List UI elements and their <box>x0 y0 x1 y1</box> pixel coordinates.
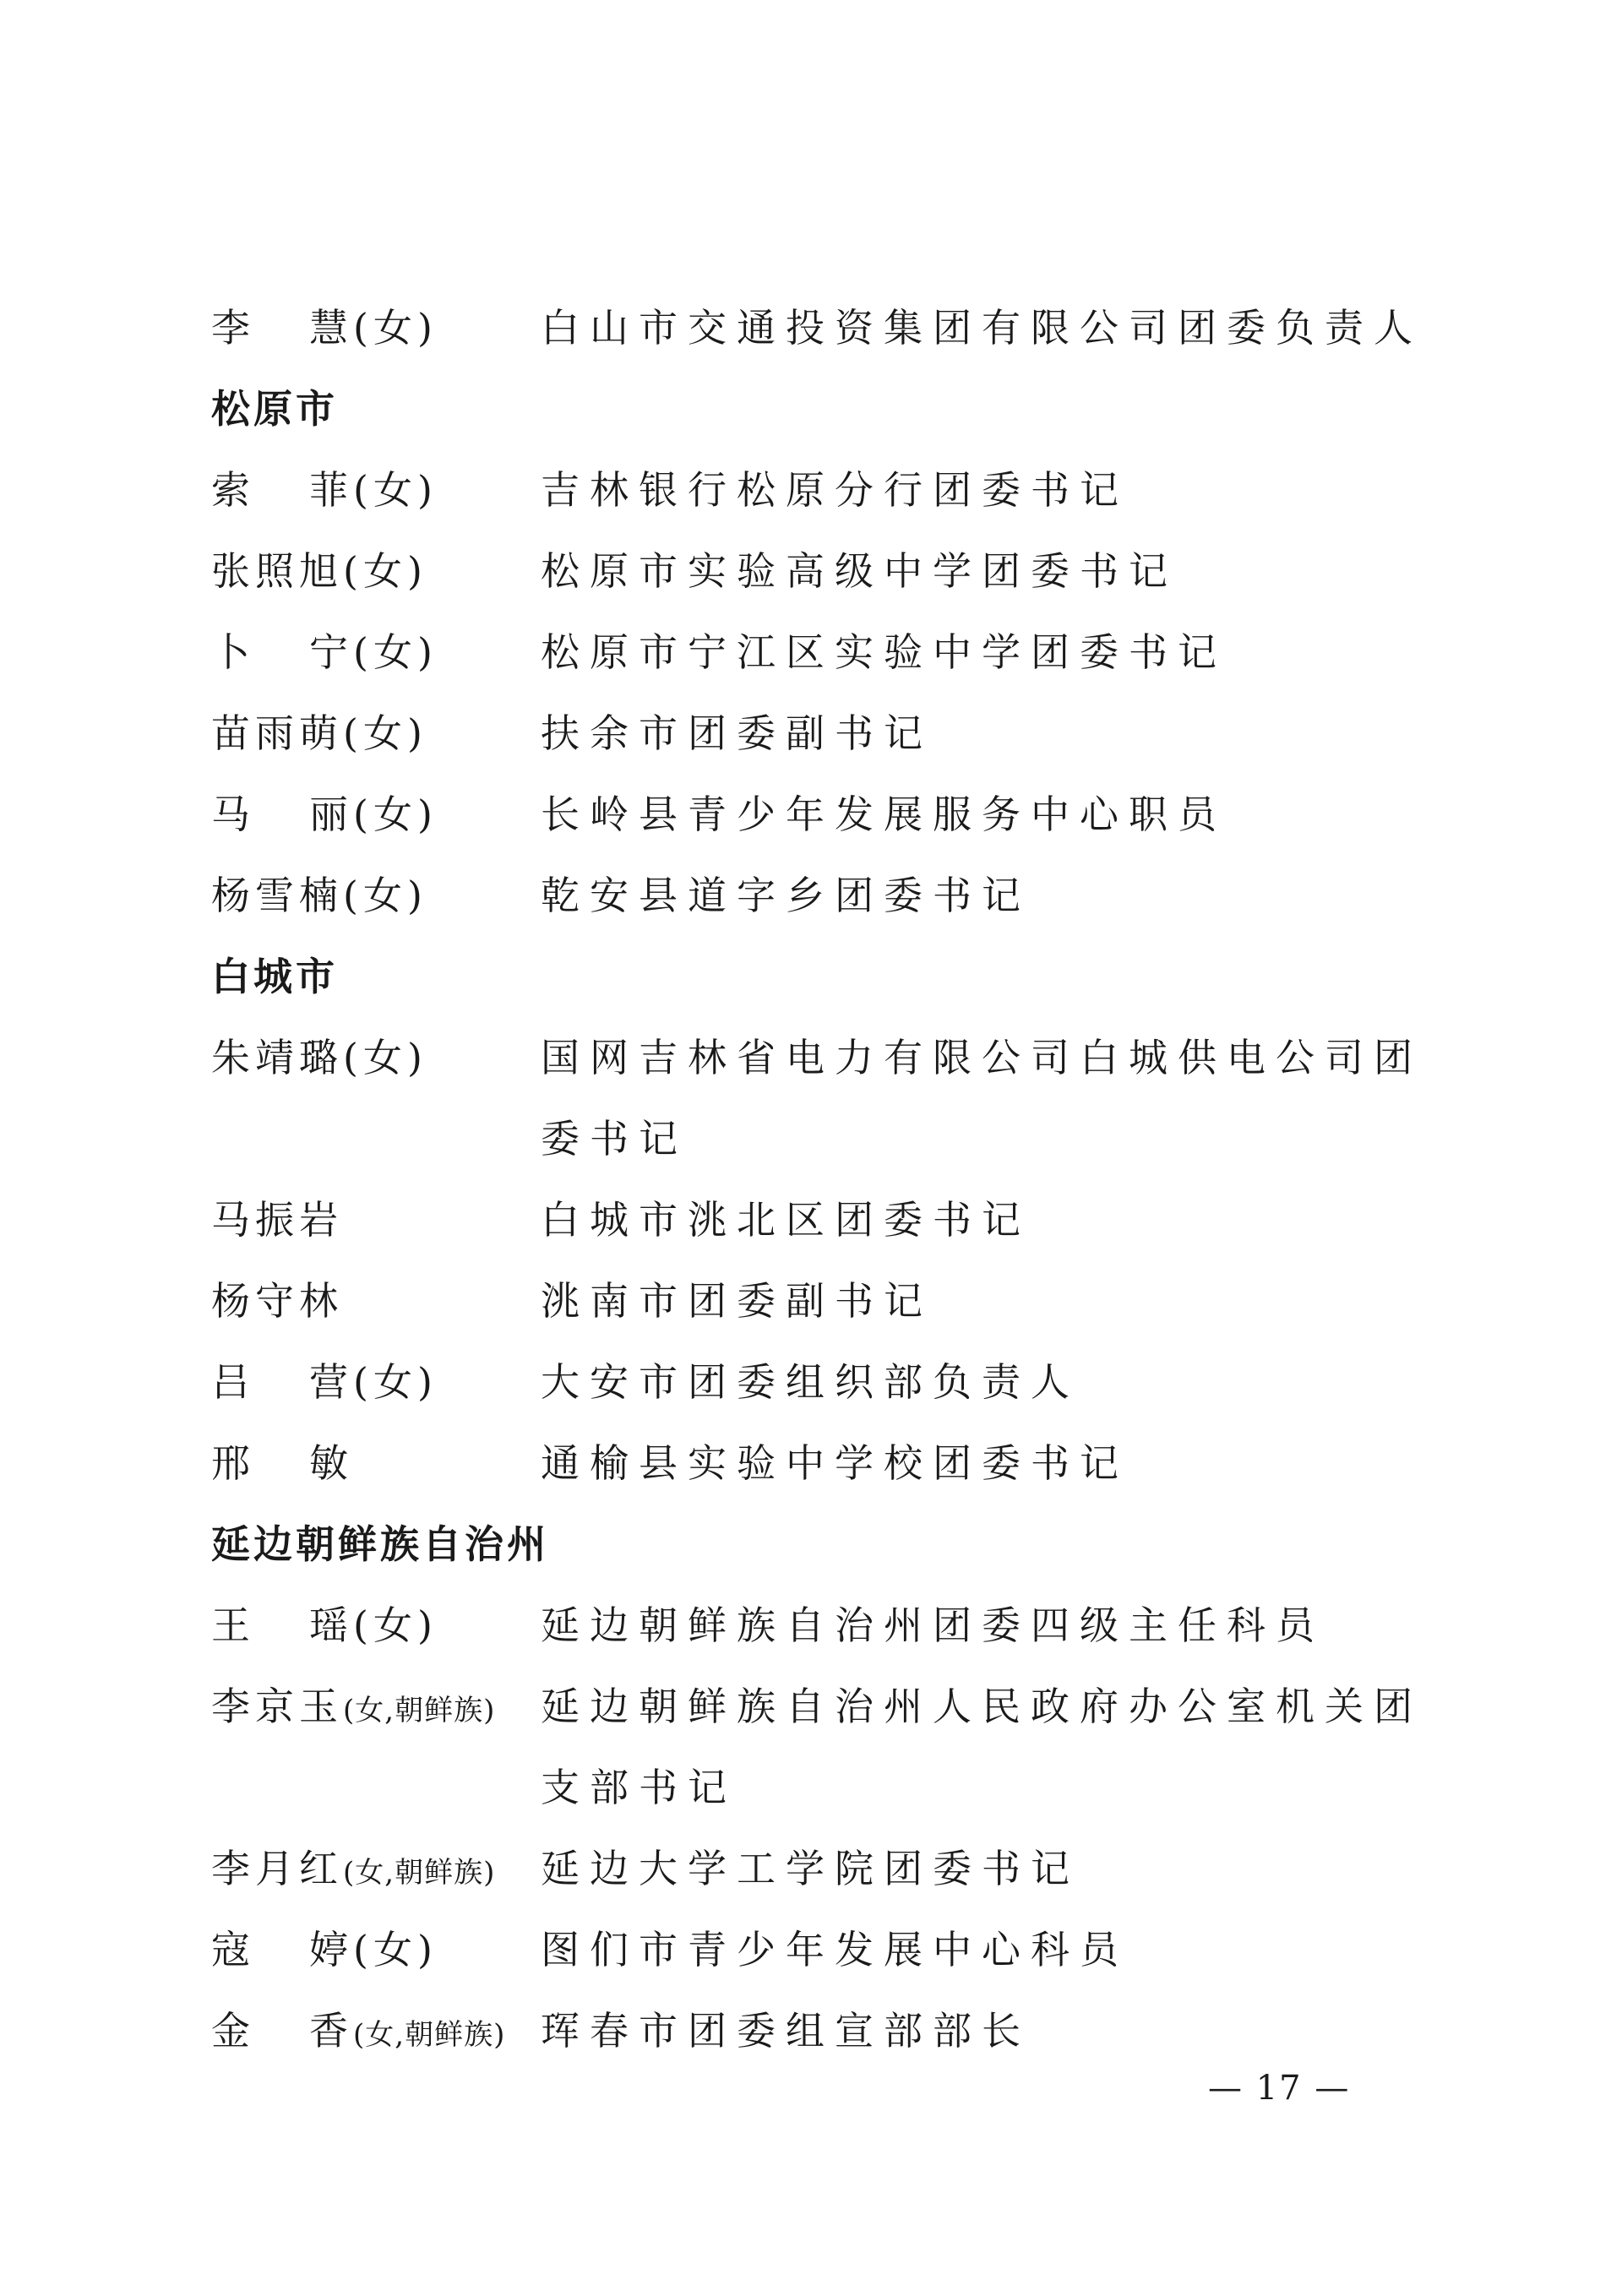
person-name: 张照旭(女) <box>211 548 427 594</box>
section-heading-baicheng: 白城市 <box>211 954 338 999</box>
list-item <box>211 774 1436 855</box>
person-position: 扶余市团委副书记 <box>541 710 933 756</box>
list-item <box>211 1017 1436 1179</box>
person-name: 吕 营(女) <box>211 1359 438 1405</box>
person-name: 卜 宁(女) <box>211 629 438 675</box>
person-position: 白城市洮北区团委书记 <box>541 1197 1031 1243</box>
person-position: 通榆县实验中学校团委书记 <box>541 1440 1129 1486</box>
person-position: 珲春市团委组宣部部长 <box>541 2008 1031 2054</box>
person-name: 苗雨萌(女) <box>211 710 427 756</box>
person-name: 马振岩 <box>211 1197 343 1243</box>
list-item <box>211 1666 1436 1828</box>
section-heading-songyuan: 松原市 <box>211 386 338 432</box>
page-number: — 17 — <box>1208 2069 1351 2108</box>
section-heading-yanbian: 延边朝鲜族自治州 <box>211 1521 549 1567</box>
person-position: 大安市团委组织部负责人 <box>541 1359 1080 1405</box>
list-item <box>211 449 1436 530</box>
person-name: 李月红(女,朝鲜族) <box>211 1846 496 1891</box>
roster-list <box>211 287 1436 2071</box>
list-item <box>211 693 1436 774</box>
person-position: 松原市实验高级中学团委书记 <box>541 548 1178 594</box>
person-position: 延边朝鲜族自治州团委四级主任科员 <box>541 1602 1325 1648</box>
person-position: 国网吉林省电力有限公司白城供电公司团委书记 <box>541 1035 1423 1162</box>
person-name: 寇 婷(女) <box>211 1927 438 1972</box>
person-position: 白山市交通投资集团有限公司团委负责人 <box>541 305 1423 351</box>
list-item <box>211 1990 1436 2071</box>
list-item <box>211 1909 1436 1990</box>
person-position: 图们市青少年发展中心科员 <box>541 1927 1129 1972</box>
person-name: 索 菲(女) <box>211 467 438 513</box>
list-item <box>211 612 1436 693</box>
list-item <box>211 855 1436 936</box>
list-item <box>211 1341 1436 1423</box>
person-position: 乾安县道字乡团委书记 <box>541 873 1031 918</box>
person-name: 杨雪楠(女) <box>211 873 427 918</box>
list-item <box>211 287 1436 368</box>
person-name: 杨守林 <box>211 1278 343 1324</box>
list-item <box>211 1179 1436 1260</box>
person-position: 洮南市团委副书记 <box>541 1278 933 1324</box>
person-name: 李 慧(女) <box>211 305 438 351</box>
person-name: 邢 敏 <box>211 1440 353 1486</box>
list-item <box>211 1585 1436 1666</box>
list-item <box>211 1828 1436 1909</box>
person-name: 金 香(女,朝鲜族) <box>211 2008 506 2054</box>
person-name: 李京玉(女,朝鲜族) <box>211 1684 496 1729</box>
person-position: 延边朝鲜族自治州人民政府办公室机关团支部书记 <box>541 1684 1423 1810</box>
list-item <box>211 530 1436 612</box>
person-position: 吉林银行松原分行团委书记 <box>541 467 1129 513</box>
list-item <box>211 1423 1436 1504</box>
person-name: 马 丽(女) <box>211 792 438 837</box>
person-name: 王 瑶(女) <box>211 1602 438 1648</box>
person-position: 松原市宁江区实验中学团委书记 <box>541 629 1227 675</box>
person-position: 长岭县青少年发展服务中心职员 <box>541 792 1227 837</box>
list-item <box>211 1260 1436 1341</box>
person-position: 延边大学工学院团委书记 <box>541 1846 1080 1891</box>
person-name: 朱靖璐(女) <box>211 1035 427 1080</box>
